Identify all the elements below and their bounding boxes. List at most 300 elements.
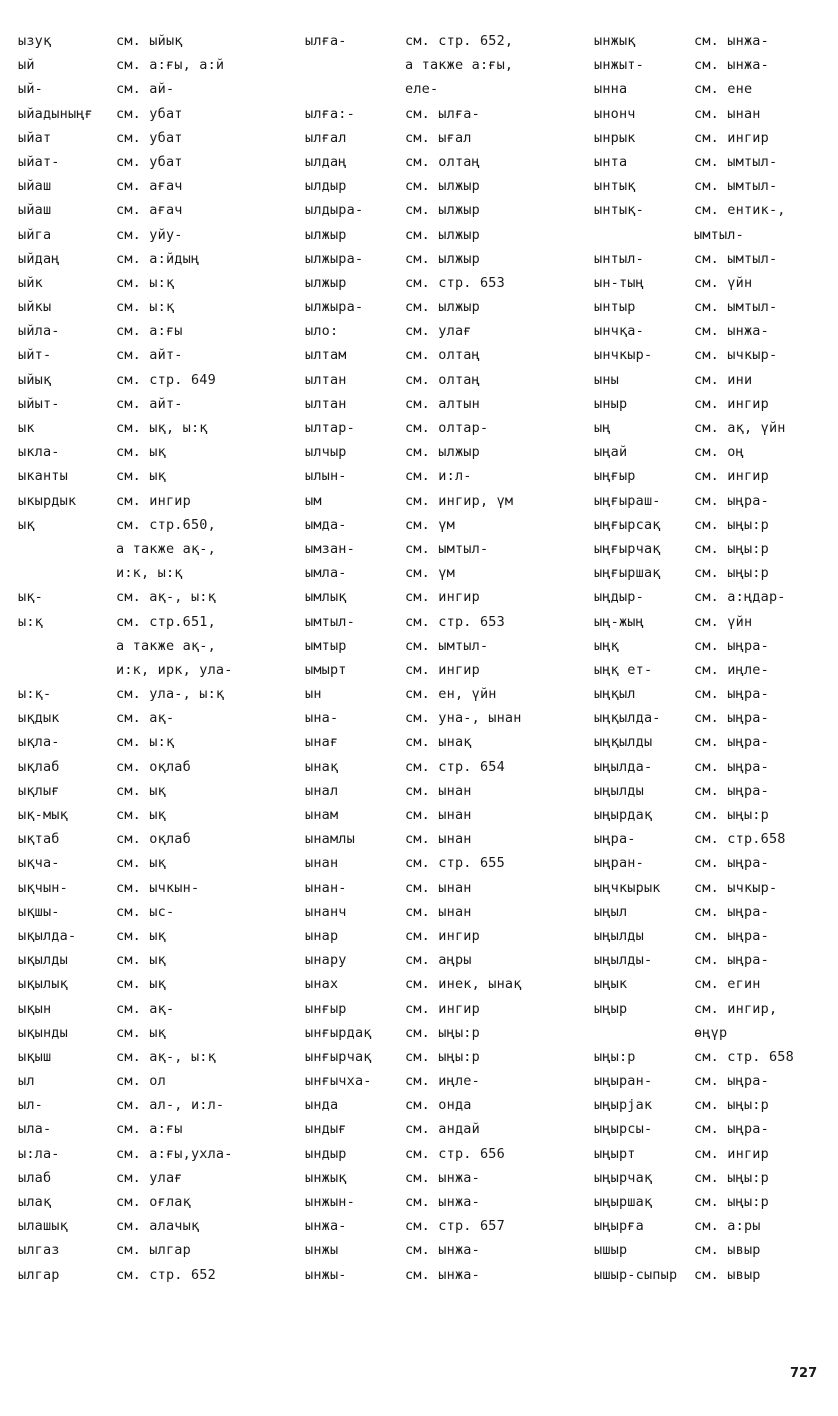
entry-reference: а также а:ғы, xyxy=(405,57,514,74)
entry-headword: ынжық xyxy=(594,33,636,49)
dictionary-entry xyxy=(594,827,794,851)
entry-reference: см. ымтыл- xyxy=(405,637,489,654)
entry-reference: см. ық xyxy=(116,782,166,799)
entry-reference: см. ылжыр xyxy=(405,178,480,195)
entry-headword: ыйат xyxy=(18,129,52,146)
entry-reference: см. ағач xyxy=(116,202,183,219)
entry-headword: ық xyxy=(18,516,35,533)
entry-reference: см. стр.658 xyxy=(694,831,786,848)
entry-reference: см. стр. 656 xyxy=(405,1145,505,1162)
entry-headword: ықылық xyxy=(18,976,68,993)
entry-headword: ымтыл- xyxy=(305,613,355,630)
entry-headword: ынғырчақ xyxy=(305,1048,372,1065)
entry-headword: ық- xyxy=(18,589,43,606)
dictionary-entry xyxy=(594,440,794,464)
entry-reference: см. олтаң xyxy=(405,347,480,364)
entry-reference: см. ыңра- xyxy=(694,927,769,944)
entry-headword: ыйдаң xyxy=(18,250,60,267)
entry-reference: см. ыс- xyxy=(116,903,175,920)
dictionary-entry xyxy=(305,948,522,972)
dictionary-entry xyxy=(594,464,794,488)
dictionary-entry xyxy=(594,948,794,972)
dictionary-entry xyxy=(305,755,522,779)
entry-headword: ықлығ xyxy=(18,782,60,799)
entry-headword: ыңылды xyxy=(594,927,644,944)
entry-reference: см. ақ- xyxy=(116,710,175,727)
entry-reference: см. ыңра- xyxy=(694,1073,769,1090)
dictionary-entry xyxy=(305,464,522,488)
entry-headword: ылға- xyxy=(305,33,347,49)
dictionary-entry xyxy=(305,1238,522,1262)
entry-headword: ынғыр xyxy=(305,1000,347,1017)
entry-reference: ымтыл- xyxy=(694,226,744,243)
entry-headword: ынтыр xyxy=(594,299,636,316)
entry-headword: ынчқа- xyxy=(594,323,644,340)
entry-reference: см. ымтыл- xyxy=(694,299,778,316)
dictionary-entry xyxy=(594,174,794,198)
dictionary-entry xyxy=(305,1021,522,1045)
dictionary-entry xyxy=(305,634,522,658)
entry-reference: см. ық xyxy=(116,807,166,823)
entry-reference: см. алтын xyxy=(405,395,480,412)
entry-headword: ылақ xyxy=(18,1194,52,1210)
entry-headword: ыңыл xyxy=(594,903,628,920)
entry-reference: см. ығал xyxy=(405,129,472,146)
dictionary-entry xyxy=(305,392,522,416)
dictionary-entry xyxy=(594,1021,794,1045)
dictionary-entry xyxy=(18,585,233,609)
entry-headword xyxy=(305,77,405,101)
entry-headword: ықдык xyxy=(18,710,60,727)
entry-headword: ыңқ ет- xyxy=(594,661,653,678)
entry-headword: ыңғырчақ xyxy=(594,540,661,557)
entry-headword: ыңғыр xyxy=(594,468,636,485)
dictionary-entry xyxy=(305,851,522,875)
entry-headword: ынанч xyxy=(305,903,347,920)
dictionary-entry xyxy=(18,174,233,198)
entry-headword: ы:қ xyxy=(18,613,43,630)
dictionary-entry xyxy=(305,319,522,343)
dictionary-entry xyxy=(594,658,794,682)
entry-headword: ынар xyxy=(305,927,339,944)
dictionary-entry xyxy=(305,343,522,367)
dictionary-entry xyxy=(305,585,522,609)
entry-reference: см. ы:қ xyxy=(116,734,175,751)
dictionary-entry xyxy=(305,1142,522,1166)
entry-reference: см. оқлаб xyxy=(116,831,191,848)
entry-headword: ыйла- xyxy=(18,323,60,340)
entry-headword xyxy=(594,223,694,247)
dictionary-entry xyxy=(18,464,233,488)
entry-headword: ыңчкырык xyxy=(594,879,661,896)
entry-reference: см. ингир xyxy=(405,927,480,944)
dictionary-entry xyxy=(594,489,794,513)
entry-headword: ыйга xyxy=(18,226,52,243)
entry-reference: см. ычкын- xyxy=(116,879,200,896)
entry-headword: ыкла- xyxy=(18,444,60,461)
dictionary-entry xyxy=(594,537,794,561)
entry-reference: см. ылжыр xyxy=(405,202,480,219)
dictionary-entry xyxy=(18,271,233,295)
entry-headword: ыңырјак xyxy=(594,1097,653,1114)
entry-reference: см. инек, ынақ xyxy=(405,976,522,993)
entry-headword: ыңылда- xyxy=(594,758,653,775)
entry-reference: см. алачық xyxy=(116,1218,200,1235)
entry-reference: а также ақ-, xyxy=(116,540,216,557)
entry-reference: см. ыңра- xyxy=(694,734,769,751)
dictionary-entry xyxy=(18,997,233,1021)
dictionary-entry xyxy=(18,1166,233,1190)
entry-reference: см. стр. 658 xyxy=(694,1048,794,1065)
entry-headword: ынамлы xyxy=(305,831,355,848)
entry-reference: см. уна-, ынан xyxy=(405,710,522,727)
dictionary-entry xyxy=(594,803,794,827)
dictionary-entry xyxy=(594,247,794,271)
dictionary-entry xyxy=(305,198,522,222)
dictionary-entry xyxy=(305,126,522,150)
entry-reference: см. ыңы:р xyxy=(405,1024,480,1041)
entry-reference: см. ыңра- xyxy=(694,492,769,509)
dictionary-entry xyxy=(305,1117,522,1141)
entry-headword: ыңык xyxy=(594,976,628,993)
entry-reference: см. ывыр xyxy=(694,1266,761,1283)
entry-reference: см. ынан xyxy=(405,903,472,920)
dictionary-entry xyxy=(305,779,522,803)
dictionary-entry xyxy=(594,271,794,295)
entry-headword: ынтық- xyxy=(594,202,644,219)
entry-reference: см. а:ғы xyxy=(116,323,183,340)
entry-headword: ыңырт xyxy=(594,1145,636,1162)
entry-headword: ызуқ xyxy=(18,33,52,49)
entry-headword: ылжыра- xyxy=(305,250,364,267)
dictionary-entry xyxy=(18,537,233,561)
entry-headword: ынғырдақ xyxy=(305,1024,372,1041)
dictionary-entry xyxy=(18,416,233,440)
dictionary-entry xyxy=(305,223,522,247)
dictionary-entry xyxy=(18,198,233,222)
dictionary-entry xyxy=(594,634,794,658)
entry-reference: см. ыңра- xyxy=(694,637,769,654)
entry-headword: ылтан xyxy=(305,395,347,412)
entry-reference: см. убат xyxy=(116,153,183,170)
entry-reference: см. уйу- xyxy=(116,226,183,243)
entry-reference: см. ынан xyxy=(405,831,472,848)
entry-reference: см. ингир xyxy=(405,661,480,678)
entry-reference: см. андай xyxy=(405,1121,480,1138)
entry-headword: ыло: xyxy=(305,323,339,340)
entry-reference: см. ы:қ xyxy=(116,299,175,316)
entry-reference: см. ынжа- xyxy=(694,57,769,74)
entry-reference: см. улағ xyxy=(116,1169,183,1186)
entry-reference: см. ылжыр xyxy=(405,226,480,243)
entry-reference: см. и:л- xyxy=(405,468,472,485)
entry-reference: см. ычкыр- xyxy=(694,347,778,364)
entry-headword: ылдаң xyxy=(305,153,347,170)
dictionary-entry xyxy=(305,827,522,851)
entry-headword: ыңғыраш- xyxy=(594,492,661,509)
entry-headword: ынжық xyxy=(305,1169,347,1186)
dictionary-entry xyxy=(594,53,794,77)
entry-reference: см. ентик-, xyxy=(694,202,786,219)
entry-reference: см. ық, ы:қ xyxy=(116,420,208,436)
entry-reference: см. ынан xyxy=(405,807,472,823)
dictionary-entry xyxy=(594,876,794,900)
entry-reference: см. ағач xyxy=(116,178,183,195)
entry-headword: ындығ xyxy=(305,1121,347,1138)
entry-headword: ы:қ- xyxy=(18,686,52,703)
entry-reference: см. ыңра- xyxy=(694,686,769,703)
entry-headword: ынару xyxy=(305,952,347,969)
entry-reference: см. ыңы:р xyxy=(694,1169,769,1186)
entry-headword: ый- xyxy=(18,81,43,98)
entry-reference: см. ық xyxy=(116,1024,166,1041)
entry-headword xyxy=(305,53,405,77)
entry-headword: ылжыр xyxy=(305,274,347,291)
entry-headword: ылчыр xyxy=(305,444,347,461)
entry-reference: см. ық xyxy=(116,468,166,485)
entry-headword: ыңырдақ xyxy=(594,807,653,823)
entry-reference: см. стр. 653 xyxy=(405,274,505,291)
dictionary-entry xyxy=(305,730,522,754)
entry-headword: ықчын- xyxy=(18,879,68,896)
entry-headword: ымырт xyxy=(305,661,347,678)
dictionary-entry xyxy=(18,295,233,319)
entry-reference: см. иңле- xyxy=(694,661,769,678)
entry-reference: см. стр. 653 xyxy=(405,613,505,630)
entry-reference: см. үм xyxy=(405,565,455,582)
entry-headword: ыйт- xyxy=(18,347,52,364)
entry-reference: см. ыңра- xyxy=(694,758,769,775)
dictionary-entry xyxy=(18,779,233,803)
dictionary-entry xyxy=(594,102,794,126)
entry-reference: см. ингир xyxy=(116,492,191,509)
dictionary-entry xyxy=(18,319,233,343)
dictionary-entry xyxy=(305,1045,522,1069)
entry-reference: и:к, ы:қ xyxy=(116,565,183,582)
dictionary-entry xyxy=(18,610,233,634)
dictionary-entry xyxy=(305,174,522,198)
dictionary-entry xyxy=(18,972,233,996)
entry-reference: см. ен, үйн xyxy=(405,686,497,703)
entry-headword: ылгаз xyxy=(18,1242,60,1259)
entry-reference: см. стр. 652, xyxy=(405,33,514,49)
dictionary-entry xyxy=(18,1214,233,1238)
dictionary-entry xyxy=(594,223,794,247)
entry-headword: ынан- xyxy=(305,879,347,896)
entry-headword: ылын- xyxy=(305,468,347,485)
entry-reference: см. а:ғы, а:й xyxy=(116,57,225,74)
entry-headword: ылдыр xyxy=(305,178,347,195)
entry-reference: см. ингир, үм xyxy=(405,492,514,509)
dictionary-entry xyxy=(305,1263,522,1287)
entry-reference: см. ыңы:р xyxy=(694,807,769,823)
entry-headword: ыйаш xyxy=(18,202,52,219)
entry-headword: ынтыл- xyxy=(594,250,644,267)
entry-reference: см. оғлақ xyxy=(116,1194,191,1210)
entry-reference: см. ула-, ы:қ xyxy=(116,686,225,703)
dictionary-entry xyxy=(18,513,233,537)
entry-reference: см. ывыр xyxy=(694,1242,761,1259)
entry-headword: ынжа- xyxy=(305,1218,347,1235)
dictionary-entry xyxy=(18,1263,233,1287)
dictionary-entry xyxy=(594,1093,794,1117)
entry-reference: см. стр. 655 xyxy=(405,855,505,872)
entry-reference: см. ақ, үйн xyxy=(694,420,786,436)
dictionary-entry xyxy=(594,416,794,440)
dictionary-entry xyxy=(594,1166,794,1190)
entry-headword: ында xyxy=(305,1097,339,1114)
entry-reference: см. ыңы:р xyxy=(694,1097,769,1114)
dictionary-entry xyxy=(305,440,522,464)
dictionary-entry xyxy=(594,150,794,174)
entry-reference: см. үм xyxy=(405,516,455,533)
entry-headword: ык xyxy=(18,420,35,436)
entry-headword: ыйадыныңғ xyxy=(18,105,93,122)
entry-reference: см. ынжа- xyxy=(405,1169,480,1186)
entry-headword: ышыр xyxy=(594,1242,628,1259)
dictionary-entry xyxy=(18,851,233,875)
entry-reference: см. ымтыл- xyxy=(694,178,778,195)
entry-headword: ыйық xyxy=(18,371,52,388)
entry-reference: см. иңле- xyxy=(405,1073,480,1090)
entry-reference: см. ылжыр xyxy=(405,250,480,267)
entry-headword xyxy=(18,561,116,585)
dictionary-entry xyxy=(594,198,794,222)
entry-reference: см. ингир xyxy=(694,468,769,485)
dictionary-entry xyxy=(18,392,233,416)
entry-headword: ыңылды xyxy=(594,782,644,799)
entry-headword: ындыр xyxy=(305,1145,347,1162)
entry-headword: ыйк xyxy=(18,274,43,291)
entry-reference: см. а:ңдар- xyxy=(694,589,786,606)
dictionary-entry xyxy=(18,1021,233,1045)
dictionary-entry xyxy=(594,585,794,609)
dictionary-entry xyxy=(18,1190,233,1214)
dictionary-entry xyxy=(594,513,794,537)
entry-headword: ымтыр xyxy=(305,637,347,654)
entry-headword: ыңырсы- xyxy=(594,1121,653,1138)
entry-headword xyxy=(18,537,116,561)
entry-headword: ынонч xyxy=(594,105,636,122)
entry-headword: ыңғырсақ xyxy=(594,516,661,533)
entry-reference: см. ыңы:р xyxy=(694,565,769,582)
dictionary-entry xyxy=(305,610,522,634)
entry-headword: ыңқыл xyxy=(594,686,636,703)
entry-headword xyxy=(18,634,116,658)
entry-reference: см. ыңра- xyxy=(694,952,769,969)
dictionary-entry xyxy=(594,1069,794,1093)
dictionary-entry xyxy=(594,682,794,706)
entry-reference: см. ақ-, ы:қ xyxy=(116,589,216,606)
entry-headword: ынжы xyxy=(305,1242,339,1259)
dictionary-entry xyxy=(594,1045,794,1069)
dictionary-entry xyxy=(305,997,522,1021)
entry-headword: ынжы- xyxy=(305,1266,347,1283)
entry-headword: ықыш xyxy=(18,1048,52,1065)
entry-reference: см. ынжа- xyxy=(405,1242,480,1259)
dictionary-entry xyxy=(18,126,233,150)
dictionary-entry xyxy=(18,223,233,247)
entry-headword: ыл xyxy=(18,1073,35,1090)
dictionary-entry xyxy=(305,658,522,682)
dictionary-entry xyxy=(594,755,794,779)
dictionary-entry xyxy=(594,1238,794,1262)
entry-reference: см. үйн xyxy=(694,613,753,630)
dictionary-entry xyxy=(594,319,794,343)
entry-reference: см. ымтыл- xyxy=(694,153,778,170)
entry-headword: ыңылды- xyxy=(594,952,653,969)
page-number: 727 xyxy=(790,1366,818,1381)
entry-headword: ынжын- xyxy=(305,1194,355,1210)
dictionary-entry xyxy=(18,440,233,464)
entry-reference: см. ымтыл- xyxy=(694,250,778,267)
dictionary-entry xyxy=(18,755,233,779)
dictionary-entry xyxy=(18,924,233,948)
entry-reference: см. ылжыр xyxy=(405,299,480,316)
dictionary-column-2 xyxy=(305,29,522,1287)
entry-headword: ылжыр xyxy=(305,226,347,243)
dictionary-entry xyxy=(18,53,233,77)
entry-reference: см. ынжа- xyxy=(694,33,769,49)
entry-headword: ынақ xyxy=(305,758,339,775)
entry-headword: ынан xyxy=(305,855,339,872)
dictionary-entry xyxy=(305,77,522,101)
dictionary-entry xyxy=(594,851,794,875)
entry-reference: см. ычкыр- xyxy=(694,879,778,896)
entry-reference: см. а:йдың xyxy=(116,250,200,267)
entry-headword: ынғычха- xyxy=(305,1073,372,1090)
entry-headword: ынах xyxy=(305,976,339,993)
entry-headword: ыңғыршақ xyxy=(594,565,661,582)
dictionary-entry xyxy=(305,271,522,295)
dictionary-entry xyxy=(18,1069,233,1093)
dictionary-entry xyxy=(305,682,522,706)
entry-headword: ықын xyxy=(18,1000,52,1017)
entry-reference: см. ай- xyxy=(116,81,175,98)
entry-headword: ылашық xyxy=(18,1218,68,1235)
entry-headword: ыңқ xyxy=(594,637,619,654)
dictionary-entry xyxy=(18,803,233,827)
entry-headword: ыңран- xyxy=(594,855,644,872)
entry-reference: см. ыңра- xyxy=(694,710,769,727)
entry-headword: ымла- xyxy=(305,565,347,582)
dictionary-entry xyxy=(594,29,794,53)
entry-headword: ылгар xyxy=(18,1266,60,1283)
entry-headword: ым xyxy=(305,492,322,509)
dictionary-entry xyxy=(305,29,522,53)
dictionary-entry xyxy=(305,706,522,730)
entry-headword: ыла- xyxy=(18,1121,52,1138)
entry-reference: см. ақ-, ы:қ xyxy=(116,1048,216,1065)
entry-reference: см. ыңра- xyxy=(694,903,769,920)
dictionary-entry xyxy=(594,1263,794,1287)
entry-reference: см. ал-, и:л- xyxy=(116,1097,225,1114)
dictionary-entry xyxy=(594,900,794,924)
entry-reference: см. егин xyxy=(694,976,761,993)
entry-reference: см. олтар- xyxy=(405,420,489,436)
dictionary-entry xyxy=(594,126,794,150)
dictionary-entry xyxy=(18,247,233,271)
entry-headword xyxy=(18,658,116,682)
dictionary-entry xyxy=(594,1117,794,1141)
dictionary-entry xyxy=(18,102,233,126)
dictionary-entry xyxy=(305,1190,522,1214)
entry-headword: ылжыра- xyxy=(305,299,364,316)
entry-headword: ышыр-сыпыр xyxy=(594,1266,678,1283)
entry-reference: см. оқлаб xyxy=(116,758,191,775)
entry-headword xyxy=(594,1021,694,1045)
entry-reference: см. а:ғы xyxy=(116,1121,183,1138)
